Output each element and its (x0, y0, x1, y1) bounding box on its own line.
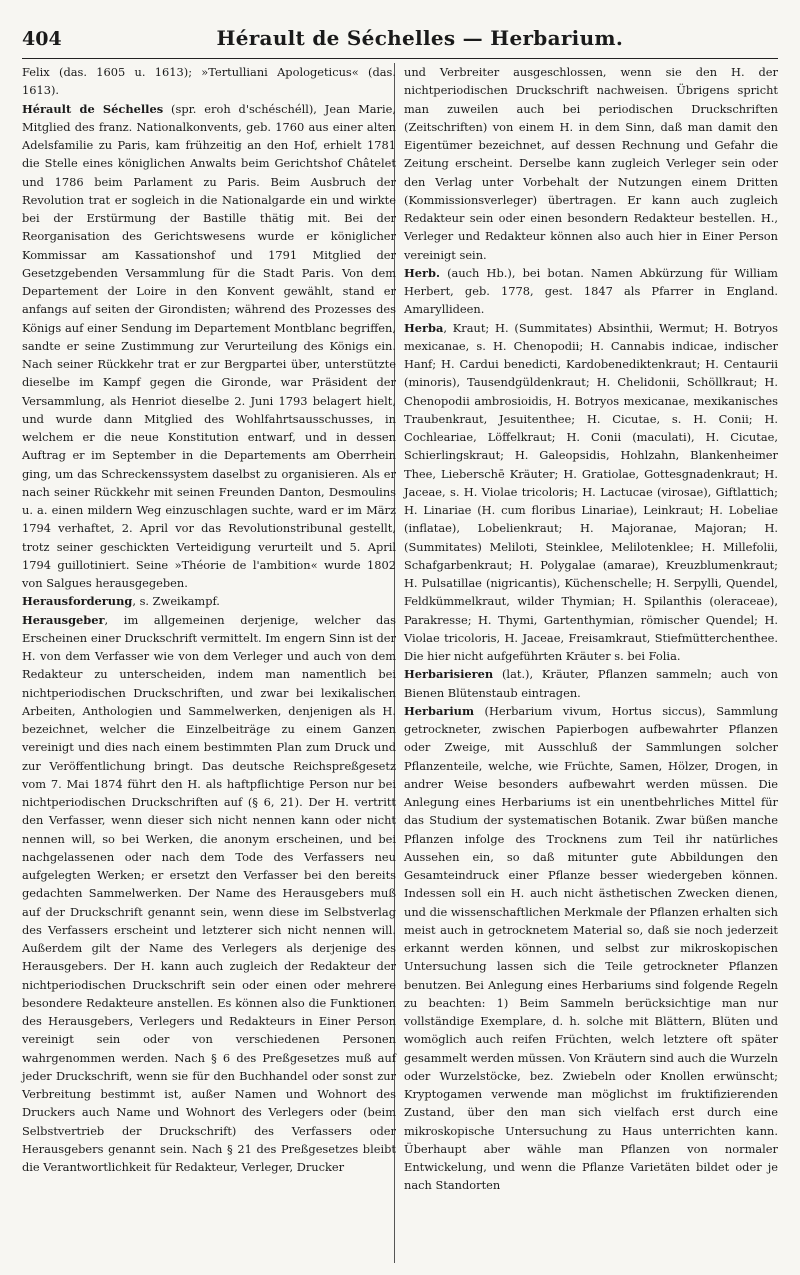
entry-headword: Herba (404, 320, 444, 335)
running-head: Hérault de Séchelles — Herbarium. (216, 26, 624, 50)
entry-herbarisieren (404, 665, 778, 702)
page-number: 404 (22, 28, 62, 50)
entry-herausforderung (22, 592, 396, 610)
entry-headword: Herausforderung (22, 594, 133, 609)
entry-headword: Herbarisieren (404, 667, 494, 682)
page-header (22, 26, 778, 54)
entry-text: (auch Hb.), bei botan. Namen Abkürzung für William Herbert, geb. 1778, gest. 1847 als Pfarrer in England. Amaryllideen. (404, 265, 778, 317)
entry-text: (spr. eroh d'schéschéll), Jean Marie, Mitglied des franz. Nationalkonvents, geb. 1760 aus einer alten Adelsfamilie zu Paris, kam frühzeitig an den Hof, erhielt 1781 die Stelle eines königlichen Anwalts beim Gerichtshof Châtelet und 1786 beim Parlament zu Paris. Beim Ausbruch der Revolution trat er sogleich in die Nationalgarde ein und wirkte bei der Erstürmung der Bastille thätig mit. Bei der Reorganisation des Gerichtswesens wurde er königlicher Kommissar am Kassationshof und 1791 Mitglied der Gesetzgebenden Versammlung für die Stadt Paris. Von dem Departement der Loire in den Konvent gewählt, stand er anfangs auf seiten der Girondisten; während des Prozesses des Königs auf einer Sendung im Departement Montblanc begriffen, sandte er seine Zustimmung zur Verurteilung des Königs ein. Nach seiner Rückkehr trat er zur Bergpartei über, unterstützte dieselbe im Kampf gegen die Gironde, war Präsident der Versammlung, als Henriot dieselbe 2. Juni 1793 belagert hielt, und wurde dann Mitglied des Wohlfahrtsausschusses, in welchem er die neue Konstitution entwarf, und in dessen Auftrag er im September in die Departements am Oberrhein ging, um das Schreckenssystem daselbst zu organisieren. Als er nach seiner Rückkehr mit seinen Freunden Danton, Desmoulins u. a. einen mildern Weg einzuschlagen suchte, ward er im März 1794 verhaftet, 2. April vor das Revolutionstribunal gestellt, trotz seiner geschickten Verteidigung verurteilt und 5. April 1794 guillotiniert. Seine »Théorie de l'ambition« wurde 1802 von Salgues herausgegeben. (22, 101, 396, 590)
entry-herault-de-sechelles (22, 100, 396, 593)
entry-text: , im allgemeinen derjenige, welcher das Erscheinen einer Druckschrift vermittelt. Im engern Sinn ist der H. von dem Verfasser wie von dem Verleger und auch von dem Redakteur zu unterscheiden, indem man namentlich bei nichtperiodischen Druckschriften, und zwar bei lexikalischen Arbeiten, Anthologien und Sammelwerken, denjenigen als H. bezeichnet, welcher die Einzelbeiträge zu einem Ganzen vereinigt und dies nach einem bestimmten Plan zum Druck und zur Veröffentlichung bringt. Das deutsche Reichspreßgesetz vom 7. Mai 1874 führt den H. als haftpflichtige Person nur bei nichtperiodischen Druckschriften auf (§ 6, 21). Der H. vertritt den Verfasser, wenn dieser sich nicht nennen kann oder nicht nennen will, so bei Werken, die anonym erscheinen, und bei nachgelassenen oder nach dem Tode des Verfassers neu aufgelegten Werken; er ersetzt den Verfasser bei den bereits gedachten Sammelwerken. Der Name des Herausgebers muß auf der Druckschrift genannt sein, wenn diese im Selbstverlag des Verfassers erscheint und letzterer sich nicht nennen will. Außerdem gilt der Name des Verlegers als derjenige des Herausgebers. Der H. kann auch zugleich der Redakteur der nichtperiodischen Druckschrift sein oder einen oder mehrere besondere Redakteure anstellen. Es können also die Funktionen des Herausgebers, Verlegers und Redakteurs in Einer Person vereinigt sein oder von verschiedenen Personen wahrgenommen werden. Nach § 6 des Preßgesetzes muß auf jeder Druckschrift, wenn sie für den Buchhandel oder sonst zur Verbreitung bestimmt ist, außer Namen und Wohnort des Druckers auch Name und Wohnort des Verlegers oder (beim Selbstvertrieb der Druckschrift) des Verfassers oder Herausgebers genannt sein. Nach § 21 des Preßgesetzes bleibt die Verantwortlichkeit für Redakteur, Verleger, Drucker (22, 612, 396, 1174)
right-column (404, 63, 778, 1195)
entry-headword: Herb. (404, 265, 440, 280)
entry-text: (lat.), Kräuter, Pflanzen sammeln; auch von Bienen Blütenstaub eintragen. (404, 667, 778, 700)
header-rule (22, 58, 778, 59)
entry-continuation (404, 63, 778, 264)
entry-text: , Kraut; H. (Summitates) Absinthii, Wermut; H. Botryos mexicanae, s. H. Chenopodii; H. Cannabis indicae, indischer Hanf; H. Cardui benedicti, Kardobenediktenkraut; H. Centaurii (minoris), Tausendgüldenkraut; H. Chelidonii, Schöllkraut; H. Chenopodii ambrosioidis, H. Botryos mexicanae, mexikanisches Traubenkraut, Jesuitenthee; H. Cicutae, s. H. Conii; H. Cochleariae, Löffelkraut; H. Conii (maculati), H. Cicutae, Schierlingskraut; H. Galeopsidis, Hohlzahn, Blankenheimer Thee, Lieberschē Kräuter; H. Gratiolae, Gottesgnadenkraut; H. Jaceae, s. H. Violae tricoloris; H. Lactucae (virosae), Giftlattich; H. Linariae (H. cum floribus Linariae), Leinkraut; H. Lobeliae (inflatae), Lobelienkraut; H. Majoranae, Majoran; H. (Summitates) Meliloti, Steinklee, Melilotenklee; H. Millefolii, Schafgarbenkraut; H. Polygalae (amarae), Kreuzblumenkraut; H. Pulsatillae (nigricantis), Küchenschelle; H. Serpylli, Quendel, Feldkümmelkraut, wilder Thymian; H. Spilanthis (oleraceae), Parakresse; H. Thymi, Gartenthymian, römischer Quendel; H. Violae tricoloris, H. Jaceae, Freisamkraut, Stiefmütterchenthee. Die hier nicht aufgeführten Kräuter s. bei Folia. (404, 320, 778, 663)
entry-herba (404, 319, 778, 666)
entry-herb (404, 264, 778, 319)
entry-continuation (22, 63, 396, 100)
entry-text: , s. Zweikampf. (132, 594, 220, 609)
entry-text: Felix (das. 1605 u. 1613); »Tertulliani Apologeticus« (das. 1613). (22, 65, 396, 98)
left-column (22, 63, 396, 1176)
entry-herausgeber (22, 611, 396, 1177)
entry-text: und Verbreiter ausgeschlossen, wenn sie den H. der nichtperiodischen Druckschrift nachweisen. Übrigens spricht man zuweilen auch bei periodischen Druckschriften (Zeitschriften) von einem H. in dem Sinn, daß man damit den Eigentümer bezeichnet, auf dessen Rechnung und Gefahr die Zeitung erscheint. Derselbe kann zugleich Verleger sein oder den Verlag unter Vorbehalt der Nutzungen einem Dritten (Kommissionsverleger) übertragen. Er kann auch zugleich Redakteur sein oder einen besondern Redakteur bestellen. H., Verleger und Redakteur können also auch hier in Einer Person vereinigt sein. (404, 65, 778, 262)
entry-headword: Herbarium (404, 703, 475, 718)
entry-herbarium (404, 702, 778, 1195)
entry-headword: Herausgeber (22, 612, 105, 627)
entry-headword: Hérault de Séchelles (22, 101, 164, 116)
entry-text: (Herbarium vivum, Hortus siccus), Sammlung getrockneter, zwischen Papierbogen aufbewahrter Pflanzen oder Zweige, mit Ausschluß der Sammlungen solcher Pflanzenteile, welche, wie Früchte, Samen, Hölzer, Drogen, in andrer Weise besonders aufbewahrt werden müssen. Die Anlegung eines Herbariums ist ein unentbehrliches Mittel für das Studium der systematischen Botanik. Zwar büßen manche Pflanzen infolge des Trocknens zum Teil ihr natürliches Aussehen ein, so daß mitunter gute Abbildungen den Gesamteindruck einer Pflanze besser wiedergeben können. Indessen soll ein H. auch nicht ästhetischen Zwecken dienen, und die wissenschaftlichen Merkmale der Pflanzen erhalten sich meist auch in getrocknetem Material so, daß sie noch jederzeit erkannt werden können, und selbst zur mikroskopischen Untersuchung lassen sich die Teile getrockneter Pflanzen benutzen. Bei Anlegung eines Herbariums sind folgende Regeln zu beachten: 1) Beim Sammeln berücksichtige man nur vollständige Exemplare, d. h. solche mit Blättern, Blüten und womöglich auch reifen Früchten, welch letztere oft später gesammelt werden müssen. Von Kräutern sind auch die Wurzeln oder Wurzelstöcke, bez. Zwiebeln oder Knollen erwünscht; Kryptogamen verwende man möglichst im fruktifizierenden Zustand, über den man sich vielfach erst durch eine mikroskopische Untersuchung zu Haus unterrichten kann. Überhaupt aber wähle man Pflanzen von normaler Entwickelung, und wenn die Pflanze Varietäten bildet oder je nach Standorten (404, 703, 778, 1193)
